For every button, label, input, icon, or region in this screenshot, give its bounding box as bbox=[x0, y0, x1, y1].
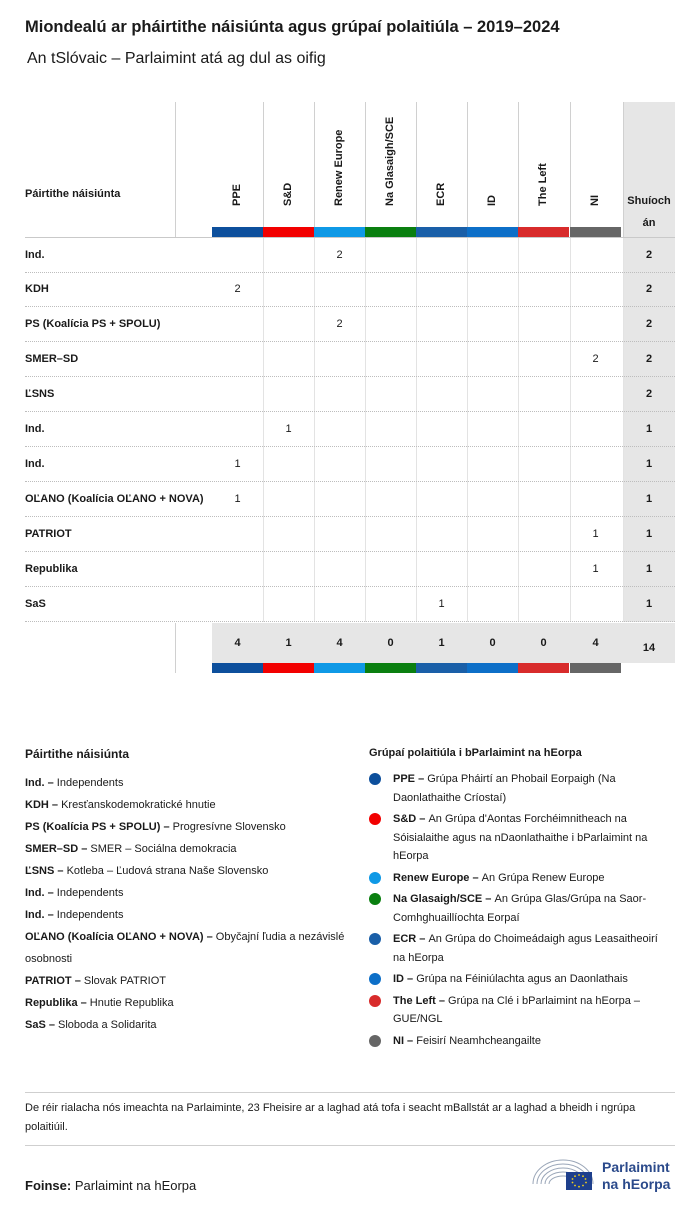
column-divider bbox=[175, 102, 176, 237]
table-row bbox=[25, 517, 675, 552]
legend-group-abbr: Renew Europe – bbox=[393, 871, 482, 884]
legend-group-name: Feisirí Neamhcheangailte bbox=[416, 1034, 541, 1047]
legend-parties-list bbox=[25, 772, 355, 1036]
seat-count-cell: 2 bbox=[336, 249, 343, 261]
legend-party-abbr: Ind. – bbox=[25, 887, 57, 899]
row-total-seats: 1 bbox=[645, 598, 653, 610]
legend-party-name: Independents bbox=[56, 887, 124, 899]
logo-text bbox=[602, 1159, 670, 1193]
group-color-bar bbox=[570, 227, 621, 237]
party-name: Ind. bbox=[25, 249, 45, 261]
group-color-bar bbox=[467, 663, 518, 673]
group-color-bar bbox=[212, 663, 263, 673]
table-row bbox=[25, 412, 675, 447]
group-total: 0 bbox=[489, 637, 496, 649]
group-color-bar bbox=[518, 227, 569, 237]
group-header-label: PPE bbox=[230, 183, 243, 206]
grand-total-seats: 14 bbox=[642, 642, 656, 654]
legend-party-name: Sloboda a Solidarita bbox=[58, 1019, 157, 1031]
hemicycle-icon bbox=[530, 1154, 596, 1194]
group-header-label: NI bbox=[588, 195, 601, 206]
legend-party-item bbox=[25, 904, 355, 926]
group-total: 4 bbox=[336, 637, 343, 649]
seat-count-cell: 2 bbox=[336, 318, 343, 330]
group-header-label: Na Glasaigh/SCE bbox=[383, 116, 396, 206]
group-header bbox=[212, 102, 263, 226]
group-color-dot-icon bbox=[369, 1035, 381, 1047]
legend-groups-heading: Grúpaí polaitiúla i bParlaimint na hEorpa bbox=[369, 747, 582, 759]
group-total: 4 bbox=[592, 637, 599, 649]
row-total-seats: 1 bbox=[645, 493, 653, 505]
table-row bbox=[25, 587, 675, 622]
table-row bbox=[25, 482, 675, 517]
seat-count-cell: 1 bbox=[234, 493, 241, 505]
row-total-seats: 1 bbox=[645, 528, 653, 540]
legend-group-abbr: ID – bbox=[393, 973, 417, 985]
logo-line2: na hEorpa bbox=[602, 1176, 671, 1192]
legend-group-name: An Grúpa Renew Europe bbox=[481, 871, 605, 884]
legend-party-item bbox=[25, 816, 355, 838]
row-total-seats: 1 bbox=[645, 423, 653, 435]
legend-group-item bbox=[369, 1032, 669, 1051]
legend-party-name: SMER – Sociálna demokracia bbox=[90, 843, 237, 855]
group-total: 1 bbox=[438, 637, 445, 649]
group-color-bar bbox=[570, 663, 621, 673]
legend-party-item bbox=[25, 794, 355, 816]
row-total-seats: 2 bbox=[645, 249, 653, 261]
group-color-dot-icon bbox=[369, 872, 381, 884]
seat-count-cell: 1 bbox=[234, 458, 241, 470]
legend-party-abbr: KDH – bbox=[25, 799, 62, 811]
seat-count-cell: 1 bbox=[285, 423, 292, 435]
table-row bbox=[25, 237, 675, 273]
group-color-dot-icon bbox=[369, 995, 381, 1007]
footnote: De réir rialacha nós imeachta na Parlaiminte, 23 Fheisire ar a laghad atá tofa i seacht mBallstát ar a laghad a bheidh i ngrúpa polaitiúil. bbox=[25, 1102, 636, 1133]
legend-party-abbr: Ind. – bbox=[25, 777, 57, 789]
table-row bbox=[25, 447, 675, 482]
row-total-seats: 1 bbox=[645, 458, 653, 470]
legend-party-abbr: PS (Koalícia PS + SPOLU) – bbox=[25, 821, 173, 833]
party-name: PS (Koalícia PS + SPOLU) bbox=[25, 318, 161, 330]
page-subtitle: An tSlóvaic – Parlaimint atá ag dul as oifig bbox=[27, 50, 326, 67]
group-header bbox=[416, 102, 467, 226]
column-divider bbox=[175, 623, 176, 673]
legend-group-item bbox=[369, 770, 669, 807]
group-color-bar bbox=[416, 663, 467, 673]
legend-group-item bbox=[369, 992, 669, 1029]
row-total-seats: 2 bbox=[645, 353, 653, 365]
legend-party-item bbox=[25, 772, 355, 794]
legend-group-name: An Grúpa do Choimeádaigh agus Leasaitheoirí na hEorpa bbox=[393, 933, 658, 964]
parliament-logo bbox=[530, 1154, 680, 1196]
legend-party-abbr: Republika – bbox=[25, 997, 90, 1009]
legend-group-abbr: S&D – bbox=[393, 813, 429, 825]
legend-group-name: Grúpa na Clé i bParlaimint na hEorpa – GUE/NGL bbox=[393, 994, 641, 1025]
legend-group-item bbox=[369, 970, 669, 989]
divider bbox=[25, 1145, 675, 1146]
legend-party-name: Independents bbox=[56, 909, 124, 921]
table-row bbox=[25, 377, 675, 412]
party-name: Republika bbox=[25, 563, 78, 575]
legend-group-name: An Grúpa d'Aontas Forchéimnitheach na Sóisialaithe agus na nDaonlathaithe i bParlaimint na hEorpa bbox=[393, 813, 648, 862]
legend-party-item bbox=[25, 926, 355, 970]
group-color-bar bbox=[263, 663, 314, 673]
party-name: SMER–SD bbox=[25, 353, 79, 365]
group-header-label: ECR bbox=[434, 182, 447, 206]
row-total-seats: 2 bbox=[645, 318, 653, 330]
legend-groups-list bbox=[369, 770, 669, 1053]
party-name: PATRIOT bbox=[25, 528, 72, 540]
legend-party-item bbox=[25, 1014, 355, 1036]
legend-party-name: Kresťanskodemokratické hnutie bbox=[61, 799, 216, 811]
group-total: 4 bbox=[234, 637, 241, 649]
legend-party-abbr: Ind. – bbox=[25, 909, 57, 921]
party-name: SaS bbox=[25, 598, 46, 610]
group-color-dot-icon bbox=[369, 933, 381, 945]
legend-group-abbr: ECR – bbox=[393, 933, 429, 945]
table-row bbox=[25, 552, 675, 587]
table-row bbox=[25, 272, 675, 307]
group-header bbox=[263, 102, 314, 226]
group-total: 0 bbox=[540, 637, 547, 649]
page-title: Miondealú ar pháirtithe náisiúnta agus grúpaí polaitiúla – 2019–2024 bbox=[25, 18, 560, 36]
logo-line1: Parlaimint bbox=[602, 1159, 670, 1175]
legend-party-item bbox=[25, 970, 355, 992]
legend-group-name: An Grúpa Glas/Grúpa na Saor-Comhghuaillíochta Eorpaí bbox=[393, 893, 647, 924]
group-color-bar bbox=[416, 227, 467, 237]
group-header-label: S&D bbox=[281, 182, 294, 206]
legend-party-item bbox=[25, 992, 355, 1014]
group-header bbox=[570, 102, 621, 226]
divider bbox=[25, 1092, 675, 1093]
group-color-dot-icon bbox=[369, 773, 381, 785]
seat-count-cell: 2 bbox=[592, 353, 599, 365]
group-color-bar bbox=[467, 227, 518, 237]
legend-party-abbr: OĽANO (Koalícia OĽANO + NOVA) – bbox=[25, 931, 216, 943]
legend-group-name: Grúpa Pháirtí an Phobail Eorpaigh (Na Daonlathaithe Críostaí) bbox=[393, 773, 616, 804]
legend-party-name: Slovak PATRIOT bbox=[83, 975, 166, 987]
source-value: Parlaimint na hEorpa bbox=[74, 1178, 197, 1193]
group-header bbox=[467, 102, 518, 226]
table-row bbox=[25, 342, 675, 377]
group-header-label: The Left bbox=[536, 163, 549, 206]
legend-party-abbr: SaS – bbox=[25, 1019, 59, 1031]
legend-group-abbr: NI – bbox=[393, 1034, 417, 1047]
legend-group-item bbox=[369, 890, 669, 927]
group-color-bar bbox=[314, 663, 365, 673]
group-color-bar bbox=[314, 227, 365, 237]
legend-party-name: Hnutie Republika bbox=[89, 997, 174, 1009]
row-total-seats: 2 bbox=[645, 283, 653, 295]
party-name: KDH bbox=[25, 283, 49, 295]
seat-count-cell: 2 bbox=[234, 283, 241, 295]
group-color-bar bbox=[518, 663, 569, 673]
legend-group-name: Grúpa na Féiniúlachta agus an Daonlathais bbox=[416, 973, 628, 985]
legend-party-abbr: PATRIOT – bbox=[25, 975, 84, 987]
legend-parties-heading: Páirtithe náisiúnta bbox=[25, 747, 130, 761]
group-header bbox=[518, 102, 569, 226]
party-name: OĽANO (Koalícia OĽANO + NOVA) bbox=[25, 493, 204, 505]
legend-party-name: Progresívne Slovensko bbox=[172, 821, 286, 833]
source-label: Foinse: bbox=[25, 1178, 72, 1193]
group-color-dot-icon bbox=[369, 973, 381, 985]
legend-group-abbr: The Left – bbox=[393, 994, 449, 1007]
row-total-seats: 1 bbox=[645, 563, 653, 575]
legend-group-item bbox=[369, 869, 669, 888]
group-color-bar bbox=[263, 227, 314, 237]
legend-group-item bbox=[369, 810, 669, 866]
seat-count-cell: 1 bbox=[592, 563, 599, 575]
group-header bbox=[365, 102, 416, 226]
seat-count-cell: 1 bbox=[438, 598, 445, 610]
legend-group-abbr: Na Glasaigh/SCE – bbox=[393, 893, 495, 905]
legend-group-abbr: PPE – bbox=[393, 773, 428, 785]
legend-group-item bbox=[369, 930, 669, 967]
legend-party-name: Independents bbox=[56, 777, 124, 789]
row-total-seats: 2 bbox=[645, 388, 653, 400]
legend-party-name: Obyčajní ľudia a nezávislé osobnosti bbox=[25, 931, 345, 965]
group-header-label: ID bbox=[485, 195, 498, 206]
group-color-bar bbox=[365, 227, 416, 237]
legend-party-abbr: ĽSNS – bbox=[25, 865, 67, 877]
group-header bbox=[314, 102, 365, 226]
legend-party-item bbox=[25, 838, 355, 860]
group-color-bar bbox=[365, 663, 416, 673]
group-color-bar bbox=[212, 227, 263, 237]
party-column-header: Páirtithe náisiúnta bbox=[25, 188, 121, 200]
group-header-label: Renew Europe bbox=[332, 129, 345, 206]
party-name: Ind. bbox=[25, 458, 45, 470]
legend-party-item bbox=[25, 882, 355, 904]
legend-party-abbr: SMER–SD – bbox=[25, 843, 91, 855]
source bbox=[25, 1178, 196, 1193]
seats-column-header: Shuíochán bbox=[627, 195, 671, 229]
legend-party-item bbox=[25, 860, 355, 882]
legend-party-name: Kotleba – Ľudová strana Naše Slovensko bbox=[66, 865, 269, 877]
seat-count-cell: 1 bbox=[592, 528, 599, 540]
party-name: ĽSNS bbox=[25, 388, 55, 400]
group-color-dot-icon bbox=[369, 893, 381, 905]
table-row bbox=[25, 307, 675, 342]
group-total: 1 bbox=[285, 637, 292, 649]
group-total: 0 bbox=[387, 637, 394, 649]
party-name: Ind. bbox=[25, 423, 45, 435]
group-color-dot-icon bbox=[369, 813, 381, 825]
